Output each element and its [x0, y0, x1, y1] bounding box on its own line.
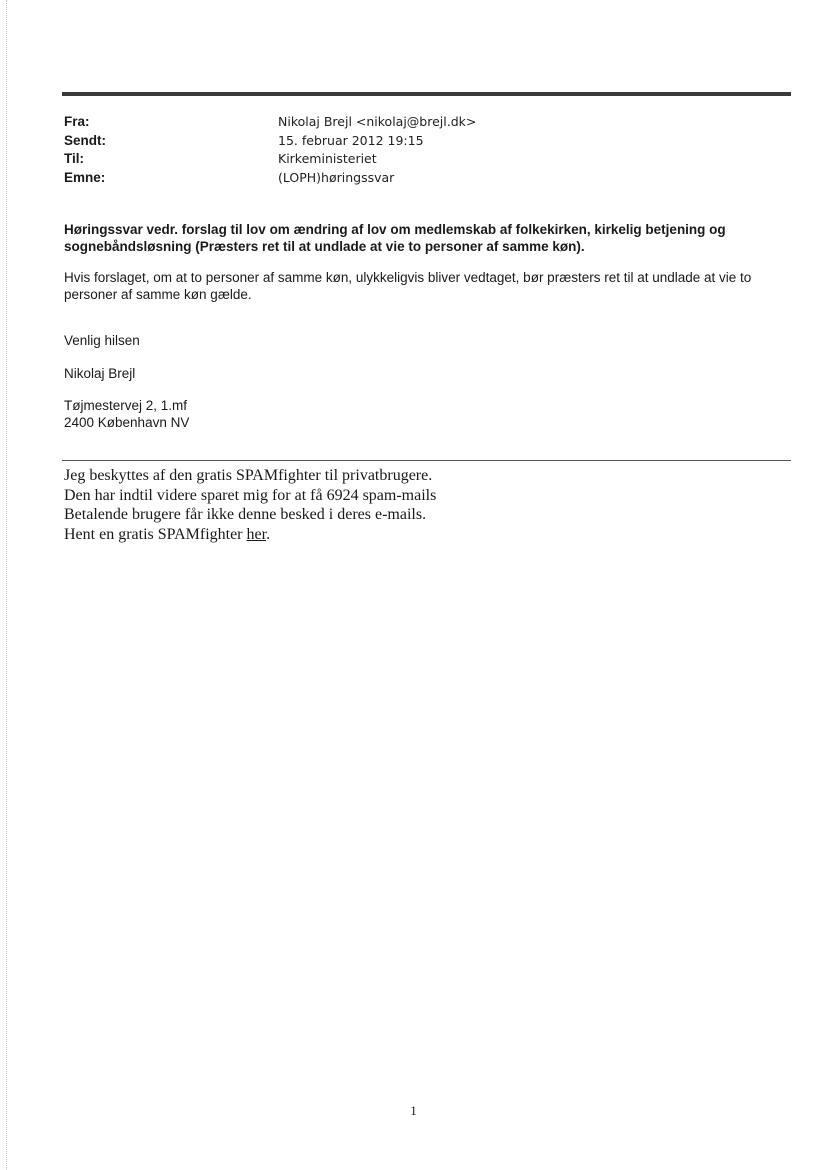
spam-line-1: Jeg beskyttes af den gratis SPAMfighter til privatbrugere.	[64, 467, 433, 484]
address-block	[64, 397, 189, 431]
subject-value: (LOPH)høringssvar	[278, 169, 395, 185]
sent-value: 15. februar 2012 19:15	[278, 132, 424, 148]
sent-label: Sendt:	[64, 132, 106, 148]
address-line-2: 2400 København NV	[64, 415, 190, 430]
to-row	[64, 150, 476, 169]
spam-line-4-suffix: .	[266, 525, 271, 543]
spam-line-2: Den har indtil videre sparet mig for at få 6924 spam-mails	[64, 486, 437, 504]
footer-divider	[62, 460, 791, 461]
address-line-1: Tøjmestervej 2, 1.mf	[64, 398, 188, 413]
from-value: Nikolaj Brejl <nikolaj@brejl.dk>	[278, 114, 477, 129]
header-divider	[62, 92, 791, 96]
from-label: Fra:	[64, 114, 90, 129]
to-label: Til:	[64, 151, 84, 166]
spam-line-4	[64, 525, 436, 545]
email-header	[64, 113, 476, 187]
page-number: 1	[410, 1103, 417, 1118]
subject-heading: Høringssvar vedr. forslag til lov om ændring af lov om medlemskab af folkekirken, kirkelig betjening og sognebåndsløsning (Præsters ret til at undlade at vie to personer af samme køn).	[64, 222, 726, 254]
sent-row	[64, 132, 476, 151]
greeting: Venlig hilsen	[64, 333, 140, 348]
signature-name: Nikolaj Brejl	[64, 366, 136, 381]
from-row	[64, 113, 476, 132]
subject-label: Emne:	[64, 169, 106, 185]
spam-line-4-prefix: Hent en gratis SPAMfighter	[64, 525, 247, 543]
spam-line-3: Betalende brugere får ikke denne besked i deres e-mails.	[64, 506, 427, 523]
to-value: Kirkeministeriet	[278, 151, 377, 166]
spamfighter-link[interactable]: her	[246, 525, 267, 543]
subject-row	[64, 169, 476, 188]
body-paragraph: Hvis forslaget, om at to personer af samme køn, ulykkeligvis bliver vedtaget, bør præsters ret til at undlade at vie to personer af samme køn gælde.	[64, 270, 752, 302]
scan-edge-line	[6, 0, 7, 1170]
spam-footer	[64, 466, 436, 544]
